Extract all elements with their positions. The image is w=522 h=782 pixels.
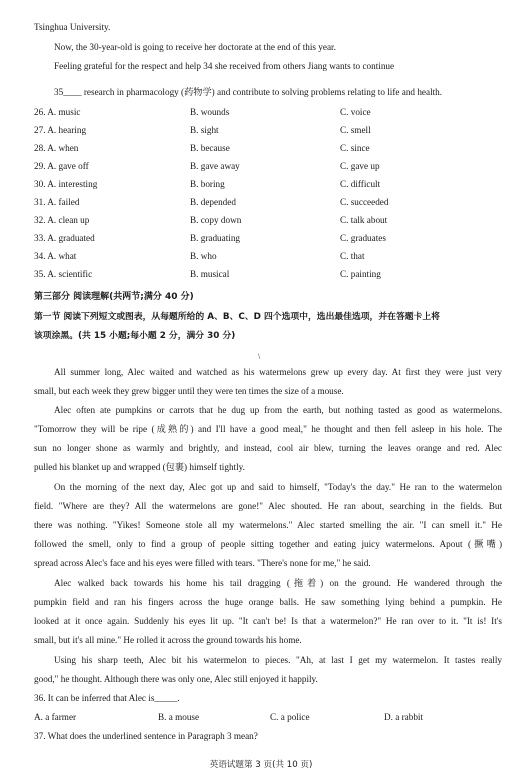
option-a[interactable]: 27. A. hearing xyxy=(34,125,87,135)
option-row xyxy=(34,143,504,155)
option-row xyxy=(34,269,504,281)
option-a[interactable]: 28. A. when xyxy=(34,143,79,153)
option-row xyxy=(34,179,504,191)
question-37-stem: 37. What does the underlined sentence in Paragraph 3 mean? xyxy=(34,731,258,741)
passage-line: Alec walked back towards his home his tail dragging (拖着) on the ground. He wandered through the xyxy=(54,578,502,588)
passage-line: looked at it once again. Suddenly his eyes lit up. "It can't be! Is that a watermelon?" He ran over to it. "It is! It's xyxy=(34,616,502,626)
option-a[interactable]: 29. A. gave off xyxy=(34,161,89,171)
passage-line: pumpkin field and ran his fingers across the huge orange balls. He saw something lying behind a pumpkin. He xyxy=(34,597,502,607)
passage-line: "Tomorrow they will be ripe (成熟的) and I'll have a good meal," he thought and then fell asleep in his hole. The xyxy=(34,424,502,434)
passage-line: 35____ research in pharmacology (药物学) and contribute to solving problems relating to life and health. xyxy=(54,87,443,97)
passage-line: there was nothing. "Yikes! Someone stole all my watermelons." Alec started smelling the air. "I can smell it." He xyxy=(34,520,502,530)
option-row xyxy=(34,233,504,245)
passage-line: Alec often ate pumpkins or carrots that he dug up from the earth, but nothing tasted as good as watermelons. xyxy=(54,405,502,415)
option-c[interactable]: C. that xyxy=(340,251,365,261)
option-b[interactable]: B. boring xyxy=(190,179,225,189)
option-b[interactable]: B. copy down xyxy=(190,215,242,225)
passage-line: On the morning of the next day, Alec got up and said to himself, "Today's the day." He ran to the watermelon xyxy=(54,482,502,492)
section-heading: 第三部分 阅读理解(共两节;满分 40 分) xyxy=(34,292,194,302)
option-row xyxy=(34,251,504,263)
option-b[interactable]: B. depended xyxy=(190,197,236,207)
option-row xyxy=(34,215,504,227)
question-36-stem: 36. It can be inferred that Alec is_____. xyxy=(34,693,180,703)
passage-line: sun no longer shone as warmly and brightly, and instead, cool air blew, turning the leaves orange and red. Alec xyxy=(34,443,502,453)
passage-line: small, but it's all mine." He rolled it across the ground towards his home. xyxy=(34,635,302,645)
passage-line: Feeling grateful for the respect and help 34 she received from others Jiang wants to continue xyxy=(54,61,395,71)
option-row xyxy=(34,161,504,173)
option-a[interactable]: 35. A. scientific xyxy=(34,269,93,279)
option-a[interactable]: 30. A. interesting xyxy=(34,179,98,189)
passage-line: Now, the 30-year-old is going to receive her doctorate at the end of this year. xyxy=(54,42,336,52)
option-b[interactable]: B. sight xyxy=(190,125,219,135)
option-b[interactable]: B. because xyxy=(190,143,230,153)
option-c[interactable]: C. graduates xyxy=(340,233,386,243)
passage-line: Tsinghua University. xyxy=(34,22,111,32)
option-c[interactable]: C. smell xyxy=(340,125,371,135)
page-footer: 英语试题第 3 页(共 10 页) xyxy=(209,760,313,770)
option-c[interactable]: C. voice xyxy=(340,107,371,117)
option-a[interactable]: 33. A. graduated xyxy=(34,233,95,243)
passage-line: Using his sharp teeth, Alec bit his watermelon to pieces. "Ah, at last I get my watermelon. It tastes really xyxy=(54,655,502,665)
option-d[interactable]: D. a rabbit xyxy=(384,712,424,722)
section-instruction: 该项涂黑。(共 15 小题;每小题 2 分，满分 30 分) xyxy=(34,331,236,341)
option-c[interactable]: C. talk about xyxy=(340,215,388,225)
option-row xyxy=(34,197,504,209)
section-instruction: 第一节 阅读下列短文或图表，从每题所给的 A、B、C、D 四个选项中，选出最佳选项，并在答题卡上将 xyxy=(34,312,440,322)
option-c[interactable]: C. since xyxy=(340,143,370,153)
passage-line: followed the smell, only to find a group of people sitting together and eating juicy watermelons. Apout (撅嘴) xyxy=(34,539,502,549)
option-b[interactable]: B. graduating xyxy=(190,233,241,243)
option-c[interactable]: C. painting xyxy=(340,269,381,279)
option-c[interactable]: C. succeeded xyxy=(340,197,389,207)
option-a[interactable]: A. a farmer xyxy=(34,712,77,722)
passage-line: spread across Alec's face and his eyes were filled with tears. "There's none for me," he said. xyxy=(34,558,371,568)
passage-line: good," he thought. Although there was only one, Alec still enjoyed it happily. xyxy=(34,674,318,684)
option-b[interactable]: B. a mouse xyxy=(158,712,200,722)
option-row xyxy=(34,107,504,119)
question-36-options xyxy=(34,712,504,724)
option-c[interactable]: C. a police xyxy=(270,712,310,722)
option-a[interactable]: 31. A. failed xyxy=(34,197,80,207)
option-b[interactable]: B. gave away xyxy=(190,161,240,171)
option-c[interactable]: C. difficult xyxy=(340,179,381,189)
option-c[interactable]: C. gave up xyxy=(340,161,380,171)
stray-mark: \ xyxy=(258,352,261,361)
option-b[interactable]: B. wounds xyxy=(190,107,230,117)
option-b[interactable]: B. who xyxy=(190,251,217,261)
passage-line: pulled his blanket up and wrapped (包裹) himself tightly. xyxy=(34,462,245,472)
option-b[interactable]: B. musical xyxy=(190,269,230,279)
passage-line: small, but each week they grew bigger until they were ten times the size of a mouse. xyxy=(34,386,344,396)
option-row xyxy=(34,125,504,137)
option-a[interactable]: 32. A. clean up xyxy=(34,215,90,225)
option-a[interactable]: 34. A. what xyxy=(34,251,77,261)
passage-line: All summer long, Alec waited and watched as his watermelons grew up every day. At first they were just very xyxy=(54,367,502,377)
option-a[interactable]: 26. A. music xyxy=(34,107,81,117)
passage-line: field. "Where are they? All the watermelons are gone!" Alec shouted. He ran about, searching in the fields. But xyxy=(34,501,502,511)
